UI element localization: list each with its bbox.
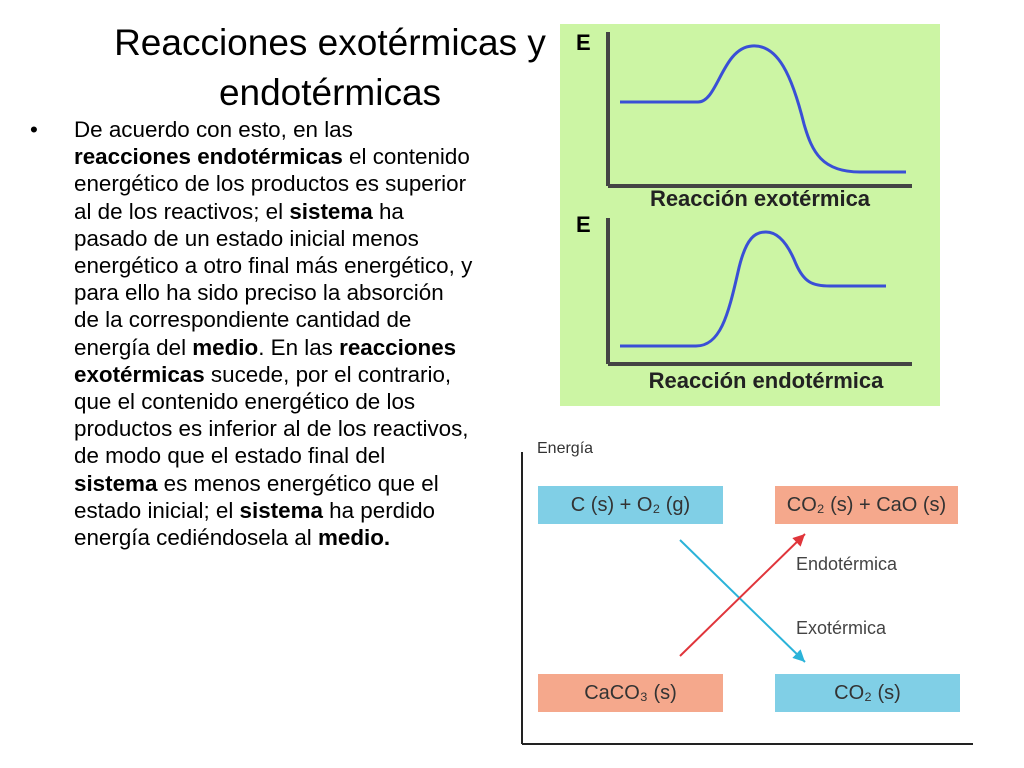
bullet-bold-term: medio: [192, 334, 259, 360]
bullet-text: [74, 116, 474, 551]
energy-axis-title: Energía: [537, 440, 594, 457]
bullet-text-run: ha perdido energía cediéndosela al: [74, 497, 435, 551]
bullet-text-run: De acuerdo con esto, en las: [74, 117, 353, 142]
bullet-bold-term: sistema: [289, 198, 373, 224]
energy-profile-panel: [560, 24, 940, 406]
exothermic-label: Exotérmica: [796, 618, 887, 638]
top-caption: Reacción exotérmica: [649, 186, 871, 211]
bottom-caption: Reacción endotérmica: [648, 368, 884, 393]
energy-level-diagram: [505, 418, 1020, 758]
bottom-axis-label: E: [576, 212, 591, 237]
endothermic-arrow: [680, 534, 805, 656]
product-low-box: CO₂ (s): [775, 674, 960, 712]
exothermic-arrow: [680, 540, 805, 662]
product-high-box: CO₂ (s) + CaO (s): [775, 486, 958, 524]
bullet-text-run: . En las: [258, 334, 340, 360]
endothermic-label: Endotérmica: [796, 554, 898, 574]
bullet-bold-term: reacciones endotérmicas: [74, 144, 343, 170]
bullet-bold-term: sistema: [239, 497, 323, 523]
bullet-bold-term: reacciones exotérmicas: [74, 334, 457, 387]
bullet-text-run: el contenido energético de los productos es superior al de los reactivos; el: [74, 144, 470, 224]
slide-title: Reacciones exotérmicas y endotérmicas: [114, 22, 546, 113]
bullet-bold-term: sistema: [74, 470, 158, 496]
top-axis-label: E: [576, 30, 591, 55]
energy-profile-svg: [560, 24, 940, 406]
endothermic-curve: [620, 232, 886, 346]
bullet-text-run: sucede, por el contrario, que el contenido energético de los productos es inferior al de los reactivos, de modo que el estado final del: [74, 361, 469, 469]
exothermic-curve: [620, 46, 906, 172]
bullet-bold-term: medio.: [318, 525, 391, 551]
reactant-low-box: CaCO₃ (s): [538, 674, 723, 712]
bullet-text-run: es menos energético que el estado inicial; el: [74, 470, 439, 523]
bullet-dot: •: [30, 117, 38, 142]
reactant-high-box: C (s) + O₂ (g): [538, 486, 723, 524]
bullet-text-run: ha pasado de un estado inicial menos energético a otro final más energético, y para ello ha sido preciso la absorción de la correspondiente cantidad de energía del: [74, 198, 473, 360]
